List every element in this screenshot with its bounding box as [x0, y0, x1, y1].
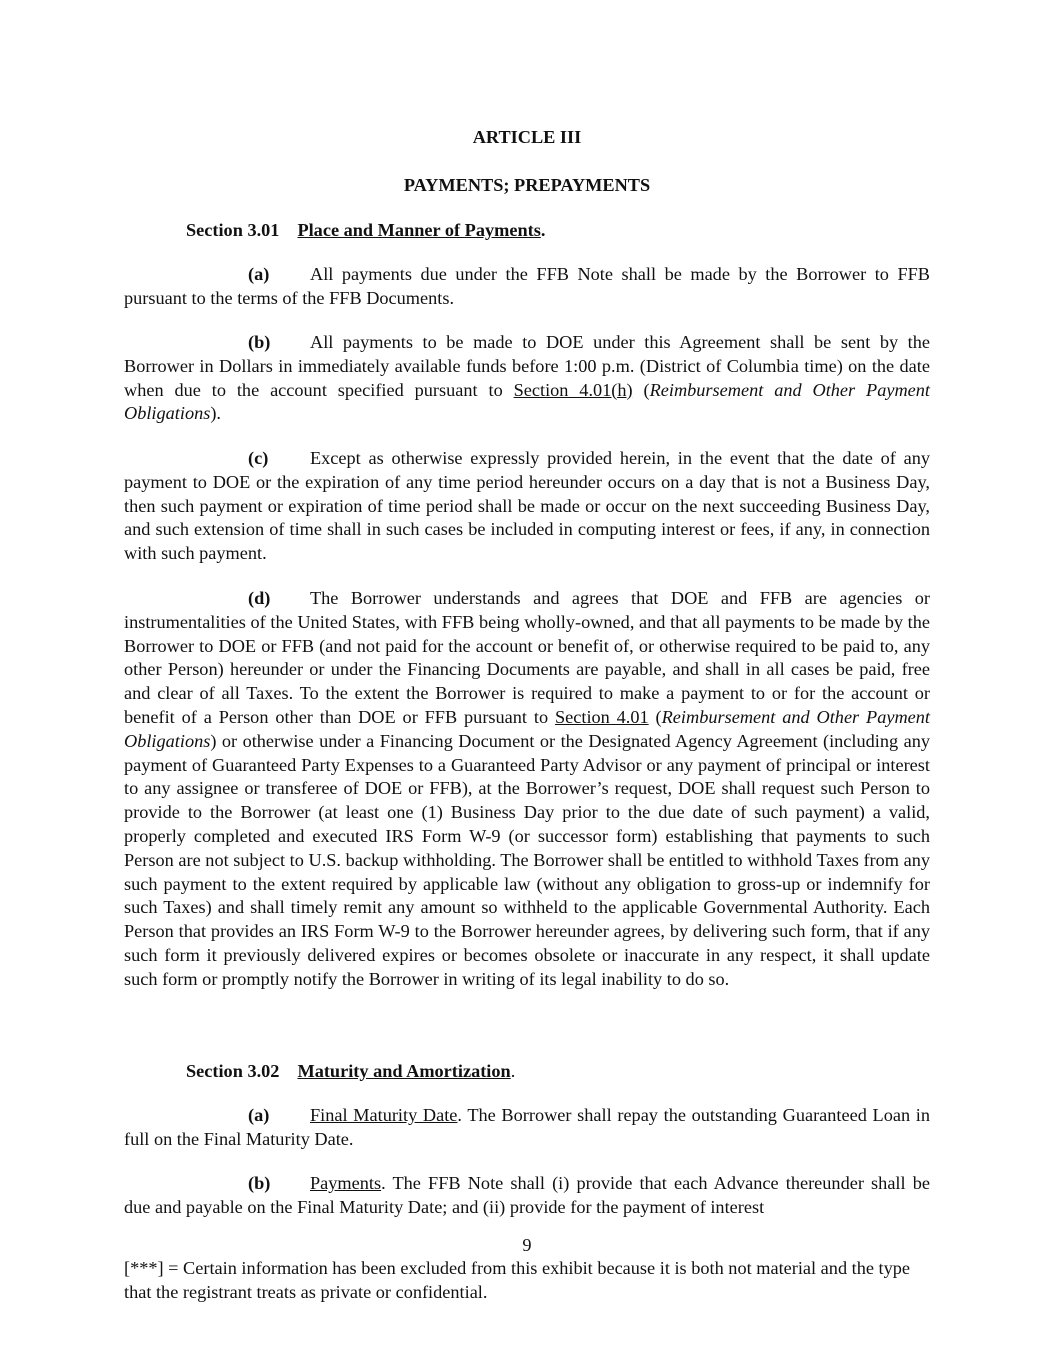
section-301-c-text: Except as otherwise expressly provided herein, in the event that the date of any payment to DOE or the expiration of any time period hereunder occurs on a day that is not a Business Day, then such payment or expiration of time period shall be made or occur on the next succeeding Business Day, and such extension of time shall in such cases be included in computing interest or fees, if any, in connection with such payment. — [124, 448, 930, 564]
section-301-b-text-2: ( — [632, 379, 650, 400]
section-301-d-ref-title: Reimbursement and Other Payment Obligations — [124, 706, 930, 751]
section-301-title: Place and Manner of Payments — [297, 220, 541, 240]
article-title: PAYMENTS; PREPAYMENTS — [403, 175, 651, 195]
section-301-a — [124, 263, 930, 311]
section-301-d-label: (d) — [248, 588, 271, 608]
section-301-punct: . — [540, 220, 546, 240]
section-301-b-text-3: ). — [210, 403, 222, 424]
section-302-a-text: . The Borrower shall repay the outstanding Guaranteed Loan in full on the Final Maturity Date. — [124, 1105, 930, 1149]
section-302-b — [124, 1172, 930, 1220]
page-number: 9 — [522, 1235, 532, 1255]
section-302-title: Maturity and Amortization — [297, 1061, 511, 1081]
section-302-punct: . — [510, 1061, 516, 1081]
section-301-c — [124, 447, 930, 566]
section-301-b — [124, 331, 930, 426]
article-heading: ARTICLE III — [472, 127, 582, 147]
footer-note: [***] = Certain information has been excluded from this exhibit because it is both not material and the type that the registrant treats as private or confidential. — [124, 1258, 911, 1302]
section-302-b-text: . The FFB Note shall (i) provide that each Advance thereunder shall be due and payable on the Final Maturity Date; and (ii) provide for the payment of interest — [124, 1173, 930, 1217]
section-302-a-heading: Final Maturity Date — [310, 1105, 458, 1125]
section-302-b-heading: Payments — [310, 1173, 382, 1193]
section-302-a — [124, 1104, 930, 1152]
section-302-number: Section 3.02 — [186, 1061, 280, 1081]
section-301-a-label: (a) — [248, 264, 270, 284]
section-301-d-text-1: The Borrower understands and agrees that DOE and FFB are agencies or instrumentalities of the United States, with FFB being wholly-owned, and that all payments to be made by the Borrower to DOE or FFB (and not paid for the account or benefit of, or otherwise required to be paid to, any other Person) hereunder or under the Financing Documents are payable, and shall in all cases be paid, free and clear of all Taxes. To the extent the Borrower is required to make a payment to or for the account or benefit of a Person other than DOE or FFB pursuant to — [124, 588, 930, 727]
section-301-c-label: (c) — [248, 448, 269, 468]
section-301-b-label: (b) — [248, 332, 271, 352]
section-301-d-ref: Section 4.01 — [554, 706, 649, 727]
section-302-a-label: (a) — [248, 1105, 270, 1125]
section-301-a-text: All payments due under the FFB Note shall be made by the Borrower to FFB pursuant to the terms of the FFB Documents. — [124, 264, 930, 308]
section-301-b-ref: Section 4.01(h) — [513, 379, 633, 400]
section-301-b-ref-title: Reimbursement and Other Payment Obligations — [124, 379, 930, 424]
section-301-d-text-2: ( — [648, 706, 662, 727]
section-301-b-text-1: All payments to be made to DOE under this Agreement shall be sent by the Borrower in Dollars in immediately available funds before 1:00 p.m. (District of Columbia time) on the date when due to the account specified pursuant to — [124, 332, 930, 400]
section-301-number: Section 3.01 — [186, 220, 280, 240]
section-301-d-text-3: ) or otherwise under a Financing Document or the Designated Agency Agreement (including any payment of Guaranteed Party Expenses to a Guaranteed Party Advisor or any payment of principal or interest to any assignee or transferee of DOE or FFB), at the Borrower’s request, DOE shall request such Person to provide to the Borrower (at least one (1) Business Day prior to the due date of such payment) a valid, properly completed and executed IRS Form W-9 (or successor form) establishing that payments to such Person are not subject to U.S. backup withholding. The Borrower shall be entitled to withhold Taxes from any such payment to the extent required by applicable law (without any obligation to gross-up or indemnify for such Taxes) and shall timely remit any amount so withheld to the applicable Governmental Authority. Each Person that provides an IRS Form W-9 to the Borrower hereunder agrees, by delivering such form, that if any such form it previously delivered expires or becomes obsolete or inaccurate in any respect, it shall update such form or promptly notify the Borrower in writing of its legal inability to do so. — [124, 730, 930, 989]
section-302-b-label: (b) — [248, 1173, 271, 1193]
section-302-heading — [186, 1060, 515, 1084]
section-301-d — [124, 587, 930, 992]
section-301-heading — [186, 219, 545, 243]
